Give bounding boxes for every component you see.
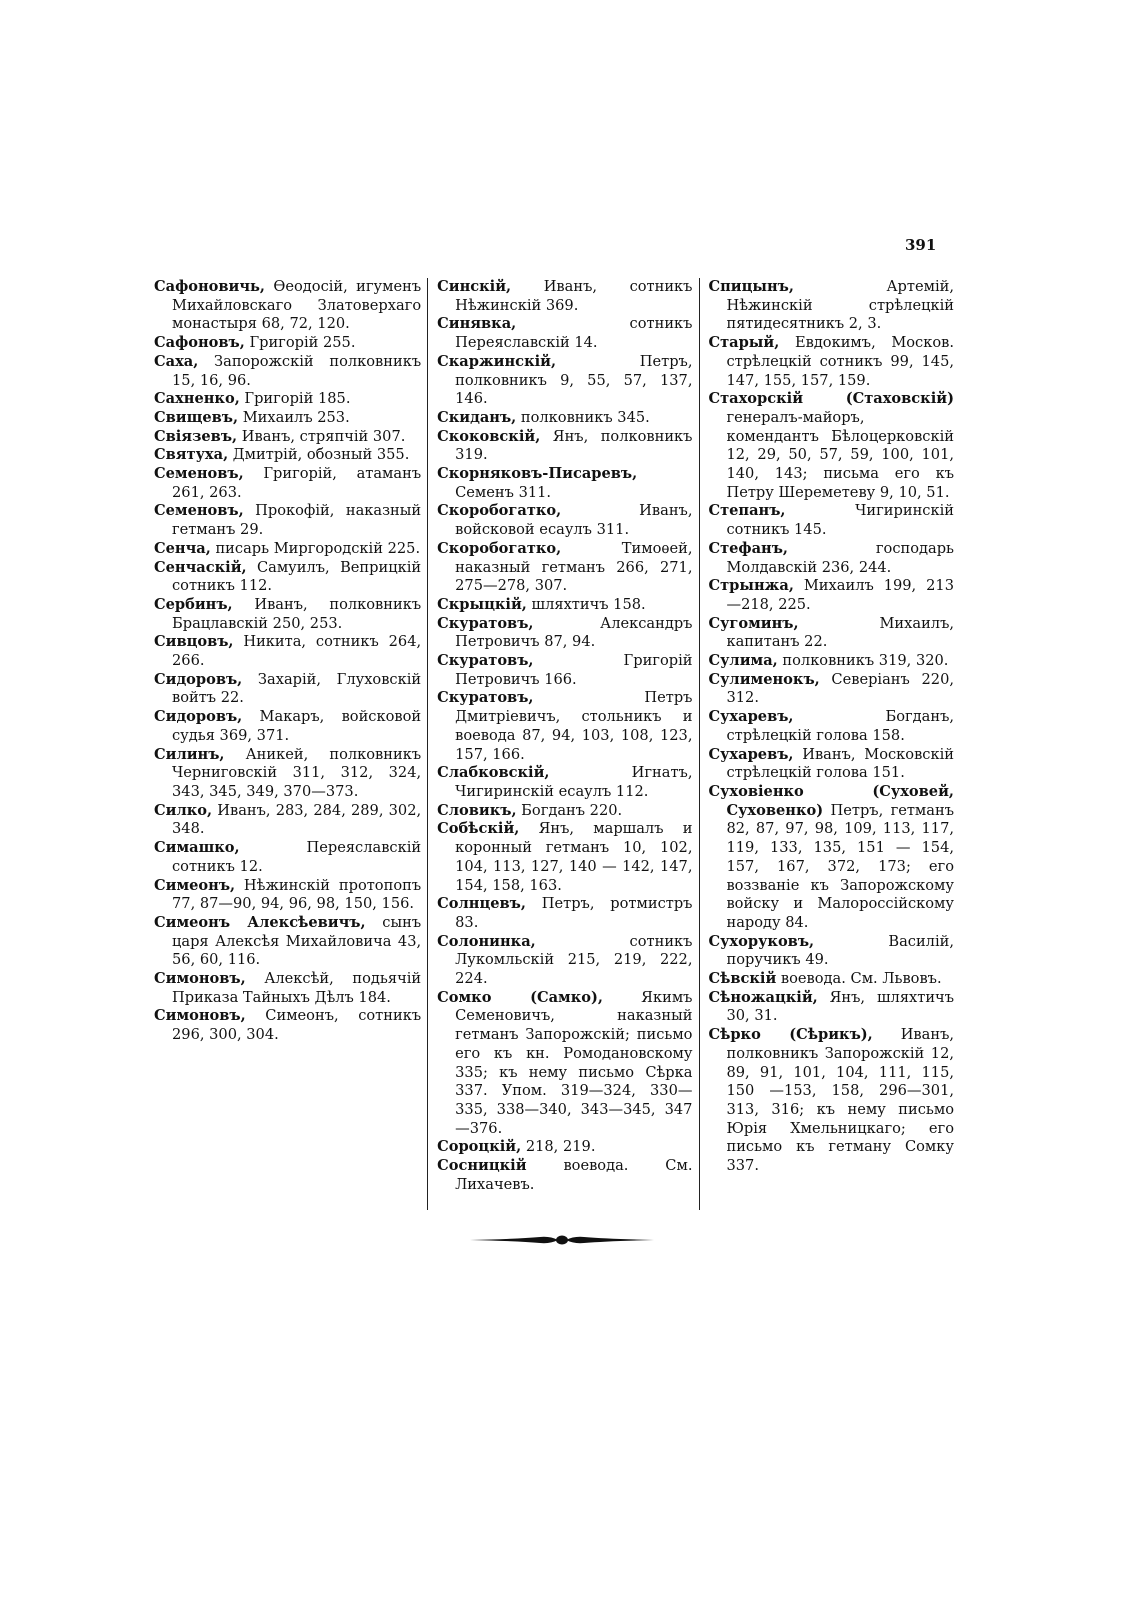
entry-heading: Сербинъ, <box>154 595 233 613</box>
entry-text: сотникъ Лукомльскій 215, 219, 222, 224. <box>455 932 693 988</box>
entry-heading: Скиданъ, <box>437 408 517 426</box>
index-entry <box>154 802 421 839</box>
index-columns <box>154 278 954 1210</box>
index-entry <box>708 577 954 614</box>
entry-heading: Сулима, <box>708 652 778 670</box>
entry-heading: Сафоновичь, <box>154 278 266 295</box>
entry-text: Григорій 255. <box>244 334 356 352</box>
index-entry <box>154 839 421 876</box>
index-entry <box>437 596 692 615</box>
entry-heading: Солнцевъ, <box>437 895 526 913</box>
entry-heading: Скрыцкій, <box>437 595 527 613</box>
index-entry <box>437 315 692 352</box>
entry-heading: Семеновъ, <box>154 465 244 483</box>
entry-text: Григорій 185. <box>239 390 351 408</box>
index-entry <box>708 989 954 1026</box>
entry-text: генералъ-майоръ, комендантъ Бѣлоцерковскій 12, 29, 50, 57, 59, 100, 101, 140, 143; письма его къ Петру Шереметеву 9, 10, 51. <box>726 408 954 501</box>
entry-text: Петръ Дмитріевичъ, стольникъ и воевода 87, 94, 103, 108, 123, 157, 166. <box>455 689 693 763</box>
entry-heading: Сухаревъ, <box>708 708 794 726</box>
index-entry <box>437 764 692 801</box>
entry-text: шляхтичъ 158. <box>526 595 646 613</box>
entry-text: Никита, сотникъ 264, 266. <box>172 633 422 670</box>
entry-heading: Симеонъ, <box>154 876 236 894</box>
index-entry <box>708 970 954 989</box>
index-entry <box>437 689 692 764</box>
entry-text: Богданъ 220. <box>516 801 623 819</box>
entry-heading: Силко, <box>154 801 213 819</box>
entry-heading: Сенча, <box>154 539 211 557</box>
index-entry <box>437 615 692 652</box>
index-entry <box>154 746 421 802</box>
entry-text: Прокофій, наказный гетманъ 29. <box>172 502 422 539</box>
entry-text: Григорій Петровичъ 166. <box>455 652 693 688</box>
entry-heading: Сѣрко (Сѣрикъ), <box>708 1026 873 1044</box>
entry-text: Семенъ 311. <box>455 483 552 501</box>
entry-text: 218, 219. <box>521 1138 596 1156</box>
entry-text: Михаилъ 199, 213 —218, 225. <box>726 577 954 613</box>
entry-heading: Сухоруковъ, <box>708 932 815 950</box>
index-entry <box>437 1157 692 1194</box>
entry-heading: Сороцкій, <box>437 1138 522 1156</box>
index-entry <box>437 1138 692 1157</box>
index-entry <box>437 409 692 428</box>
index-entry <box>154 877 421 914</box>
index-entry <box>154 671 421 708</box>
index-entry <box>437 353 692 409</box>
entry-text: Янъ, полковникъ 319. <box>455 427 693 464</box>
index-entry <box>154 446 421 465</box>
entry-text: воевода. См. Лихачевъ. <box>455 1157 693 1193</box>
index-entry <box>437 428 692 465</box>
entry-text: Янъ, шляхтичъ 30, 31. <box>726 988 954 1025</box>
entry-text: Григорій, атаманъ 261, 263. <box>172 465 422 501</box>
index-entry <box>437 895 692 932</box>
entry-text: Макаръ, войсковой судья 369, 371. <box>172 708 422 744</box>
entry-heading: Сидоровъ, <box>154 670 243 688</box>
entry-text: Петръ, ротмистръ 83. <box>455 895 693 931</box>
index-entry <box>437 540 692 596</box>
entry-text: Аникей, полковникъ Черниговскій 311, 312, 324, 343, 345, 349, 370—373. <box>172 745 422 800</box>
index-entry <box>708 652 954 671</box>
index-entry <box>437 652 692 689</box>
entry-text: Симеонъ, сотникъ 296, 300, 304. <box>172 1007 422 1044</box>
index-entry <box>154 278 421 334</box>
entry-heading: Сидоровъ, <box>154 708 243 726</box>
entry-heading: Скуратовъ, <box>437 689 534 707</box>
entry-text: писарь Миргородскій 225. <box>210 539 421 557</box>
entry-text: полковникъ 345. <box>516 408 650 426</box>
entry-text: Ѳеодосій, игуменъ Михайловскаго Златоверхаго монастыря 68, 72, 120. <box>172 278 422 333</box>
entry-heading: Свищевъ, <box>154 408 239 426</box>
entry-heading: Скуратовъ, <box>437 652 534 670</box>
index-entry <box>708 278 954 334</box>
index-entry <box>708 540 954 577</box>
entry-heading: Собѣскій, <box>437 820 520 838</box>
index-entry <box>708 502 954 539</box>
entry-text: Переяславскій сотникъ 12. <box>172 839 422 875</box>
entry-heading: Синявка, <box>437 315 517 333</box>
entry-heading: Симоновъ, <box>154 970 246 988</box>
entry-heading: Сосницкій <box>437 1157 527 1175</box>
entry-heading: Степанъ, <box>708 502 786 520</box>
entry-heading: Сафоновъ, <box>154 334 245 352</box>
index-entry <box>154 409 421 428</box>
entry-text: Евдокимъ, Москов. стрѣлецкій сотникъ 99, 145, 147, 155, 157, 159. <box>726 334 954 389</box>
entry-text: Иванъ, Московскій стрѣлецкій голова 151. <box>726 745 954 782</box>
index-entry <box>437 820 692 895</box>
entry-heading: Симеонъ Алексѣевичъ, <box>154 913 366 931</box>
index-entry <box>708 708 954 745</box>
entry-text: Василій, поручикъ 49. <box>726 932 954 969</box>
entry-text: Богданъ, стрѣлецкій голова 158. <box>726 708 954 744</box>
index-entry <box>708 334 954 390</box>
entry-heading: Стахорскій (Стаховскій) <box>708 390 954 408</box>
index-entry <box>154 914 421 970</box>
entry-text: Александръ Петровичъ 87, 94. <box>455 614 693 651</box>
entry-text: Иванъ, полковникъ Запорожскій 12, 89, 91, 101, 104, 111, 115, 150 —153, 158, 296—301, 313, 316; къ нему письмо Юрія Хмельницкаго; его письмо къ гетману Сомку 337. <box>726 1026 954 1175</box>
entry-text: Нѣжинскій протопопъ 77, 87—90, 94, 96, 98, 150, 156. <box>172 876 422 913</box>
entry-heading: Сенчаскій, <box>154 558 247 576</box>
index-entry <box>437 465 692 502</box>
entry-heading: Стрынжа, <box>708 577 794 595</box>
index-entry <box>437 502 692 539</box>
entry-heading: Симоновъ, <box>154 1007 246 1025</box>
entry-heading: Скуратовъ, <box>437 614 534 632</box>
entry-text: Иванъ, стряпчій 307. <box>237 427 406 445</box>
index-entry <box>708 671 954 708</box>
entry-heading: Спицынъ, <box>708 278 794 295</box>
entry-text: Тимоѳей, наказный гетманъ 266, 271, 275—278, 307. <box>455 539 693 595</box>
entry-text: Игнатъ, Чигиринскій есаулъ 112. <box>455 764 693 800</box>
entry-heading: Слабковскій, <box>437 764 550 782</box>
index-entry <box>708 390 954 502</box>
index-entry <box>154 633 421 670</box>
index-entry <box>154 465 421 502</box>
index-entry <box>154 502 421 539</box>
entry-text: Иванъ, войсковой есаулъ 311. <box>455 502 693 539</box>
entry-text: Северіанъ 220, 312. <box>726 670 954 707</box>
entry-heading: Сивцовъ, <box>154 633 234 651</box>
entry-text: Дмитрій, обозный 355. <box>228 446 410 464</box>
end-ornament <box>470 1233 654 1247</box>
index-entry <box>708 783 954 933</box>
entry-text: сотникъ Переяславскій 14. <box>455 315 693 352</box>
entry-text: Артемій, Нѣжинскій стрѣлецкій пятидесятникъ 2, 3. <box>726 278 954 333</box>
index-column-1 <box>154 278 427 1210</box>
entry-text: Самуилъ, Веприцкій сотникъ 112. <box>172 558 422 595</box>
entry-heading: Скаржинскій, <box>437 352 557 370</box>
entry-heading: Старый, <box>708 334 780 352</box>
entry-text: воевода. См. Львовъ. <box>776 970 942 988</box>
entry-text: Иванъ, полковникъ Брацлавскій 250, 253. <box>172 595 422 632</box>
entry-heading: Стефанъ, <box>708 539 788 557</box>
entry-heading: Солонинка, <box>437 932 536 950</box>
entry-text: Петръ, полковникъ 9, 55, 57, 137, 146. <box>455 352 693 408</box>
entry-heading: Синскій, <box>437 278 512 295</box>
entry-heading: Сѣвскій <box>708 970 777 988</box>
entry-heading: Саха, <box>154 352 199 370</box>
entry-text: Янъ, маршалъ и коронный гетманъ 10, 102, 104, 113, 127, 140 — 142, 147, 154, 158, 163. <box>455 820 693 894</box>
entry-text: Чигиринскій сотникъ 145. <box>726 502 954 539</box>
index-entry <box>437 802 692 821</box>
index-column-2 <box>427 278 699 1210</box>
entry-heading: Скорняковъ-Писаревъ, <box>437 465 638 483</box>
index-entry <box>437 989 692 1139</box>
entry-heading: Скоробогатко, <box>437 502 562 520</box>
index-entry <box>437 933 692 989</box>
index-entry <box>154 970 421 1007</box>
entry-heading: Семеновъ, <box>154 502 244 520</box>
entry-heading: Скоробогатко, <box>437 539 562 557</box>
index-entry <box>708 615 954 652</box>
entry-heading: Свіязевъ, <box>154 427 238 445</box>
entry-heading: Сѣножацкій, <box>708 988 818 1006</box>
index-entry <box>708 1026 954 1176</box>
index-entry <box>154 596 421 633</box>
entry-text: Петръ, гетманъ 82, 87, 97, 98, 109, 113, 117, 119, 133, 135, 151 — 154, 157, 167, 372, 173; его воззваніе къ Запорожскому войску и Малороссійскому народу 84. <box>726 801 954 931</box>
index-entry <box>154 353 421 390</box>
index-entry <box>154 1007 421 1044</box>
entry-heading: Сулименокъ, <box>708 670 820 688</box>
entry-text: Михаилъ, капитанъ 22. <box>726 614 954 651</box>
entry-heading: Святуха, <box>154 446 229 464</box>
entry-text: Иванъ, 283, 284, 289, 302, 348. <box>172 801 422 838</box>
entry-heading: Словикъ, <box>437 801 517 819</box>
entry-heading: Суховіенко (Суховей, Суховенко) <box>708 782 954 819</box>
entry-text: Запорожскій полковникъ 15, 16, 96. <box>172 352 422 389</box>
entry-heading: Симашко, <box>154 839 240 857</box>
index-entry <box>154 390 421 409</box>
entry-text: Иванъ, сотникъ Нѣжинскій 369. <box>455 278 693 314</box>
index-entry <box>437 278 692 315</box>
entry-heading: Сухаревъ, <box>708 745 794 763</box>
index-entry <box>708 933 954 970</box>
entry-heading: Сомко (Самко), <box>437 988 603 1006</box>
entry-text: Михаилъ 253. <box>238 408 350 426</box>
index-entry <box>154 708 421 745</box>
entry-text: Алексѣй, подьячій Приказа Тайныхъ Дѣлъ 184. <box>172 970 422 1006</box>
index-entry <box>154 334 421 353</box>
entry-heading: Сахненко, <box>154 390 240 408</box>
entry-text: сынъ царя Алексѣя Михайловича 43, 56, 60, 116. <box>172 913 422 969</box>
page-number: 391 <box>905 236 937 254</box>
entry-text: полковникъ 319, 320. <box>777 652 949 670</box>
index-entry <box>154 559 421 596</box>
entry-text: Захарій, Глуховскій войтъ 22. <box>172 670 422 707</box>
entry-text: господарь Молдавскій 236, 244. <box>726 539 954 576</box>
entry-text: Якимъ Семеновичъ, наказный гетманъ Запорожскій; письмо его къ кн. Ромодановскому 335; къ нему письмо Сѣрка 337. Упом. 319—324, 330—335, 338—340, 343—345, 347—376. <box>455 988 693 1137</box>
index-column-3 <box>699 278 954 1210</box>
entry-heading: Силинъ, <box>154 745 225 763</box>
index-entry <box>708 746 954 783</box>
entry-heading: Скоковскій, <box>437 427 541 445</box>
entry-heading: Сугоминъ, <box>708 614 799 632</box>
index-entry <box>154 428 421 447</box>
index-entry <box>154 540 421 559</box>
